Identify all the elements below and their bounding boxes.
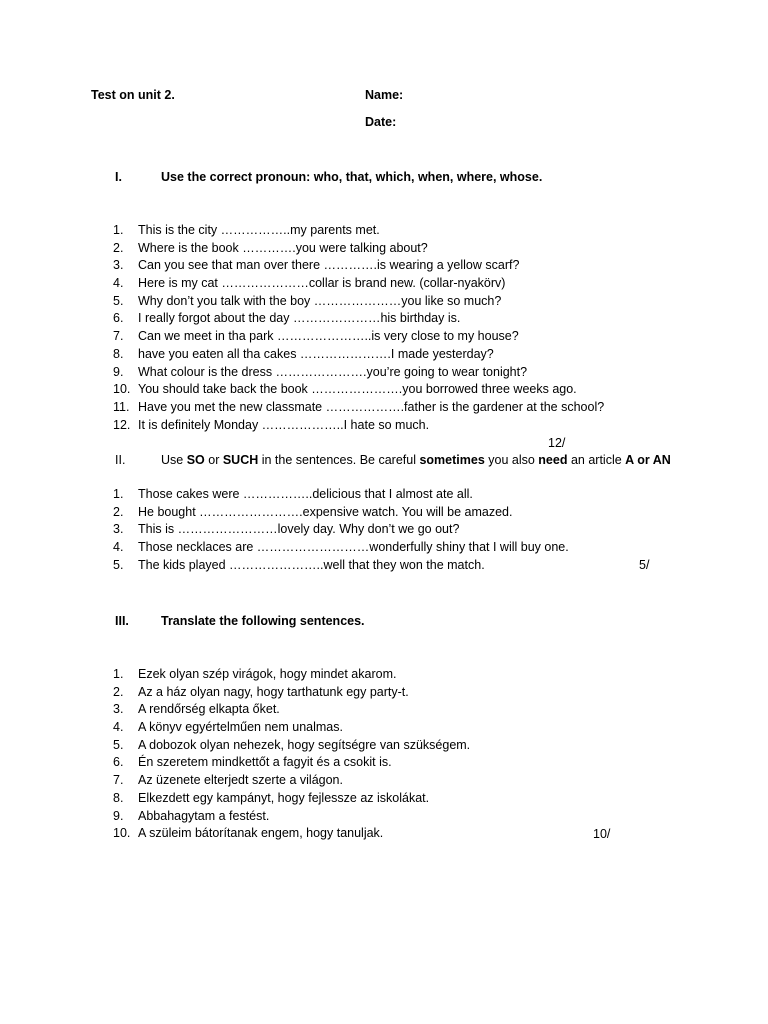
list-item bbox=[113, 521, 569, 539]
item-number: 10. bbox=[113, 826, 131, 841]
item-text: Have you met the new classmate ……………….father is the gardener at the school? bbox=[138, 399, 605, 414]
list-item bbox=[113, 754, 470, 772]
item-number: 2. bbox=[113, 684, 124, 699]
list-item bbox=[113, 399, 604, 417]
section3-list bbox=[113, 666, 470, 843]
item-text: have you eaten all tha cakes ………………….I made yesterday? bbox=[138, 346, 494, 361]
item-number: 8. bbox=[113, 346, 124, 361]
item-number: 11. bbox=[113, 399, 130, 414]
section3-numeral: III. bbox=[115, 614, 129, 628]
list-item bbox=[113, 381, 604, 399]
name-label: Name: bbox=[365, 88, 404, 102]
list-item bbox=[113, 808, 470, 826]
item-number: 3. bbox=[113, 522, 124, 537]
section2-instruction: Use SO or SUCH in the sentences. Be careful sometimes you also need an article A or AN bbox=[161, 453, 671, 467]
item-text: A rendőrség elkapta őket. bbox=[138, 702, 280, 717]
list-item bbox=[113, 737, 470, 755]
list-item bbox=[113, 486, 569, 504]
date-label: Date: bbox=[365, 115, 397, 129]
item-number: 5. bbox=[113, 557, 124, 572]
list-item bbox=[113, 701, 470, 719]
list-item bbox=[113, 504, 569, 522]
item-number: 1. bbox=[113, 667, 124, 681]
item-number: 3. bbox=[113, 702, 124, 717]
list-item bbox=[113, 257, 604, 275]
list-item bbox=[113, 825, 470, 843]
list-item bbox=[113, 346, 604, 364]
item-text: Can we meet in tha park …………………..is very close to my house? bbox=[138, 329, 519, 344]
section3-score: 10/ bbox=[593, 827, 611, 841]
item-text: The kids played …………………..well that they won the match. bbox=[138, 557, 485, 572]
section1-score: 12/ bbox=[548, 436, 566, 450]
item-number: 7. bbox=[113, 329, 124, 344]
item-text: Those necklaces are ………………………wonderfully shiny that I will buy one. bbox=[138, 540, 569, 555]
list-item bbox=[113, 772, 470, 790]
item-text: He bought …………………….expensive watch. You will be amazed. bbox=[138, 504, 513, 519]
item-number: 10. bbox=[113, 382, 131, 397]
section1-numeral: I. bbox=[115, 170, 122, 184]
item-text: What colour is the dress ………………….you’re going to wear tonight? bbox=[138, 364, 528, 379]
item-number: 3. bbox=[113, 258, 124, 273]
item-number: 5. bbox=[113, 737, 124, 752]
item-number: 9. bbox=[113, 808, 124, 823]
item-text: Can you see that man over there ………….is wearing a yellow scarf? bbox=[138, 258, 520, 273]
section1-instruction: Use the correct pronoun: who, that, which, when, where, whose. bbox=[161, 170, 543, 184]
section2-list bbox=[113, 486, 569, 574]
list-item bbox=[113, 719, 470, 737]
item-number: 4. bbox=[113, 720, 124, 735]
item-number: 6. bbox=[113, 311, 124, 326]
item-text: Where is the book ………….you were talking about? bbox=[138, 240, 428, 255]
item-text: Those cakes were ……………..delicious that I almost ate all. bbox=[138, 487, 473, 501]
item-number: 8. bbox=[113, 790, 124, 805]
item-text: A dobozok olyan nehezek, hogy segítségre van szükségem. bbox=[138, 737, 471, 752]
list-item bbox=[113, 539, 569, 557]
list-item bbox=[113, 275, 604, 293]
section2-score: 5/ bbox=[639, 558, 650, 572]
item-text: A szüleim bátorítanak engem, hogy tanuljak. bbox=[138, 826, 384, 841]
list-item bbox=[113, 293, 604, 311]
item-text: This is the city ……………..my parents met. bbox=[138, 223, 380, 237]
item-number: 4. bbox=[113, 276, 124, 291]
list-item bbox=[113, 417, 604, 435]
item-text: Abbahagytam a festést. bbox=[138, 808, 270, 823]
item-text: Az üzenete elterjedt szerte a világon. bbox=[138, 773, 343, 788]
item-number: 6. bbox=[113, 755, 124, 770]
item-text: Why don’t you talk with the boy …………………you like so much? bbox=[138, 293, 502, 308]
list-item bbox=[113, 684, 470, 702]
list-item bbox=[113, 222, 604, 240]
item-number: 1. bbox=[113, 223, 124, 237]
section1-list bbox=[113, 222, 604, 434]
list-item bbox=[113, 240, 604, 258]
item-number: 1. bbox=[113, 487, 124, 501]
item-text: A könyv egyértelműen nem unalmas. bbox=[138, 720, 343, 735]
item-number: 9. bbox=[113, 364, 124, 379]
list-item bbox=[113, 666, 470, 684]
list-item bbox=[113, 310, 604, 328]
test-title: Test on unit 2. bbox=[91, 88, 175, 102]
list-item bbox=[113, 557, 569, 575]
list-item bbox=[113, 364, 604, 382]
list-item bbox=[113, 790, 470, 808]
item-text: Az a ház olyan nagy, hogy tarthatunk egy party-t. bbox=[138, 684, 409, 699]
item-text: Én szeretem mindkettőt a fagyit és a csokit is. bbox=[138, 755, 392, 770]
item-text: Elkezdett egy kampányt, hogy fejlessze az iskolákat. bbox=[138, 790, 430, 805]
item-text: Here is my cat …………………collar is brand new. (collar-nyakörv) bbox=[138, 276, 506, 291]
item-text: I really forgot about the day …………………his birthday is. bbox=[138, 311, 461, 326]
item-text: Ezek olyan szép virágok, hogy mindet akarom. bbox=[138, 667, 397, 681]
item-text: You should take back the book ………………….you borrowed three weeks ago. bbox=[138, 382, 577, 397]
item-number: 7. bbox=[113, 773, 124, 788]
item-text: It is definitely Monday ………………..I hate so much. bbox=[138, 417, 430, 432]
item-number: 2. bbox=[113, 240, 124, 255]
list-item bbox=[113, 328, 604, 346]
item-number: 5. bbox=[113, 293, 124, 308]
item-text: This is ……………………lovely day. Why don’t we go out? bbox=[138, 522, 460, 537]
item-number: 4. bbox=[113, 540, 124, 555]
section3-instruction: Translate the following sentences. bbox=[161, 614, 365, 628]
item-number: 2. bbox=[113, 504, 124, 519]
section2-numeral: II. bbox=[115, 453, 126, 467]
item-number: 12. bbox=[113, 417, 131, 432]
